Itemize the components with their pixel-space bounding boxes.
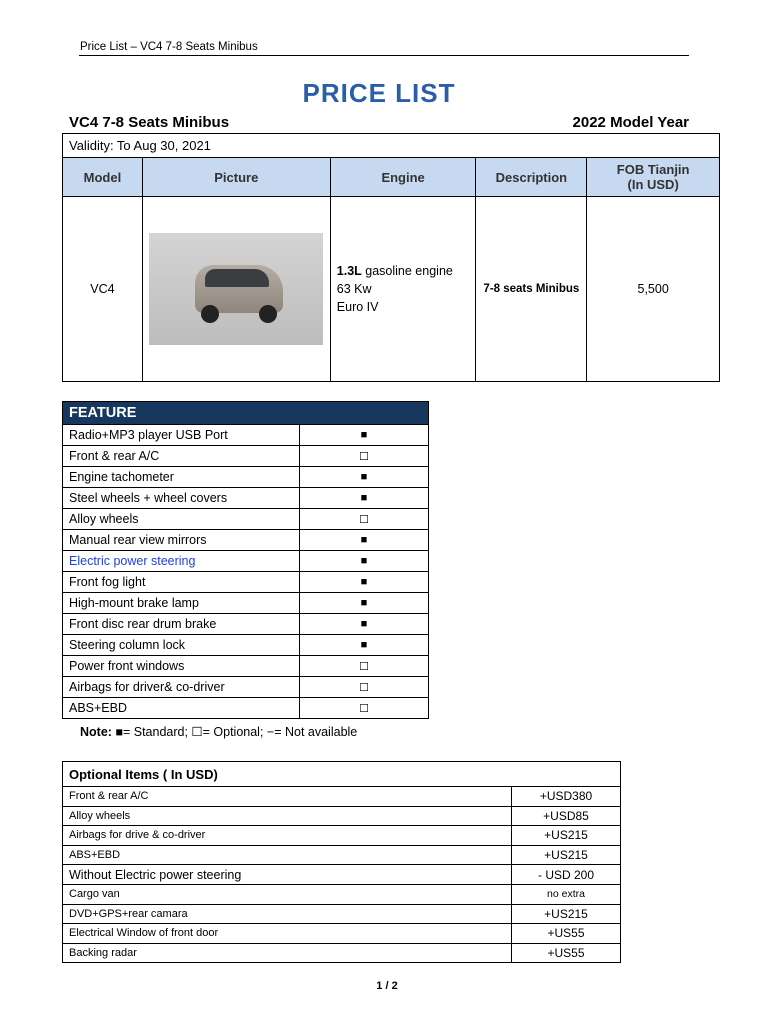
model-year: 2022 Model Year bbox=[572, 114, 689, 131]
page-title: PRICE LIST bbox=[302, 78, 456, 108]
feature-name: Manual rear view mirrors bbox=[63, 530, 300, 551]
engine-cell bbox=[330, 197, 476, 382]
feature-name: Front & rear A/C bbox=[63, 446, 300, 467]
optional-item-price: +US215 bbox=[512, 826, 621, 846]
optional-item-name: ABS+EBD bbox=[63, 845, 512, 865]
price-table bbox=[62, 133, 720, 382]
feature-mark: ■ bbox=[300, 488, 429, 509]
model-subtitle: VC4 7-8 Seats Minibus bbox=[69, 114, 230, 131]
feature-mark: ■ bbox=[300, 593, 429, 614]
feature-name-highlighted: Electric power steering bbox=[63, 551, 300, 572]
feature-mark: ☐ bbox=[300, 446, 429, 467]
engine-line1 bbox=[337, 262, 476, 280]
feature-name: Airbags for driver& co-driver bbox=[63, 677, 300, 698]
feature-table bbox=[62, 401, 429, 719]
running-header: Price List – VC4 7-8 Seats Minibus bbox=[80, 41, 258, 53]
feature-name: Front fog light bbox=[63, 572, 300, 593]
model-cell: VC4 bbox=[63, 197, 143, 382]
feature-mark: ☐ bbox=[300, 509, 429, 530]
feature-mark: ■ bbox=[300, 572, 429, 593]
page-number: 1 / 2 bbox=[376, 980, 398, 992]
car-wheel-front bbox=[201, 305, 219, 323]
note-label: Note: bbox=[80, 725, 112, 739]
optional-item-price: +USD85 bbox=[512, 806, 621, 826]
optional-item-price: - USD 200 bbox=[512, 865, 621, 885]
feature-name: ABS+EBD bbox=[63, 698, 300, 719]
feature-mark: ■ bbox=[300, 614, 429, 635]
feature-mark: ■ bbox=[300, 635, 429, 656]
header-model: Model bbox=[63, 158, 143, 197]
optional-items-table bbox=[62, 761, 621, 963]
header-engine: Engine bbox=[330, 158, 476, 197]
optional-item-name: Cargo van bbox=[63, 884, 512, 904]
legend-note bbox=[80, 724, 357, 739]
feature-mark: ■ bbox=[300, 425, 429, 446]
optional-item-name: Without Electric power steering bbox=[63, 865, 512, 885]
feature-heading: FEATURE bbox=[63, 402, 429, 425]
header-fob-line1: FOB Tianjin bbox=[616, 162, 690, 177]
car-wheel-rear bbox=[259, 305, 277, 323]
optional-item-price: +US55 bbox=[512, 924, 621, 944]
feature-mark: ☐ bbox=[300, 677, 429, 698]
feature-name: Engine tachometer bbox=[63, 467, 300, 488]
engine-displacement: 1.3L bbox=[336, 264, 362, 278]
feature-name: Steel wheels + wheel covers bbox=[63, 488, 300, 509]
validity-text: Validity: To Aug 30, 2021 bbox=[63, 134, 720, 158]
feature-mark: ■ bbox=[300, 530, 429, 551]
header-rule bbox=[79, 55, 689, 56]
optional-item-name: Front & rear A/C bbox=[63, 787, 512, 807]
feature-mark: ☐ bbox=[300, 698, 429, 719]
header-picture: Picture bbox=[142, 158, 330, 197]
optional-item-name: DVD+GPS+rear camara bbox=[63, 904, 512, 924]
minibus-image bbox=[149, 233, 323, 345]
feature-name: Steering column lock bbox=[63, 635, 300, 656]
optional-item-name: Airbags for drive & co-driver bbox=[63, 826, 512, 846]
car-window-shape bbox=[205, 269, 269, 287]
header-fob bbox=[587, 158, 720, 197]
optional-item-price: +US55 bbox=[512, 943, 621, 963]
optional-item-price: no extra bbox=[512, 884, 621, 904]
optional-item-name: Electrical Window of front door bbox=[63, 924, 512, 944]
header-fob-line2: (In USD) bbox=[627, 177, 679, 192]
price-cell: 5,500 bbox=[587, 197, 720, 382]
feature-name: Radio+MP3 player USB Port bbox=[63, 425, 300, 446]
picture-cell bbox=[142, 197, 330, 382]
optional-item-name: Backing radar bbox=[63, 943, 512, 963]
feature-name: Front disc rear drum brake bbox=[63, 614, 300, 635]
feature-name: Power front windows bbox=[63, 656, 300, 677]
optional-item-name: Alloy wheels bbox=[63, 806, 512, 826]
optional-item-price: +US215 bbox=[512, 904, 621, 924]
feature-mark: ■ bbox=[300, 551, 429, 572]
feature-name: Alloy wheels bbox=[63, 509, 300, 530]
feature-name: High-mount brake lamp bbox=[63, 593, 300, 614]
engine-type: gasoline engine bbox=[361, 264, 453, 278]
header-description: Description bbox=[476, 158, 587, 197]
note-text: ■= Standard; ☐= Optional; −= Not available bbox=[111, 725, 358, 739]
engine-emission: Euro IV bbox=[336, 300, 379, 314]
engine-power: 63 Kw bbox=[336, 282, 372, 296]
optional-item-price: +US215 bbox=[512, 845, 621, 865]
feature-mark: ☐ bbox=[300, 656, 429, 677]
optional-heading: Optional Items ( In USD) bbox=[63, 762, 621, 787]
feature-mark: ■ bbox=[300, 467, 429, 488]
description-cell: 7-8 seats Minibus bbox=[476, 197, 587, 382]
optional-item-price: +USD380 bbox=[512, 787, 621, 807]
